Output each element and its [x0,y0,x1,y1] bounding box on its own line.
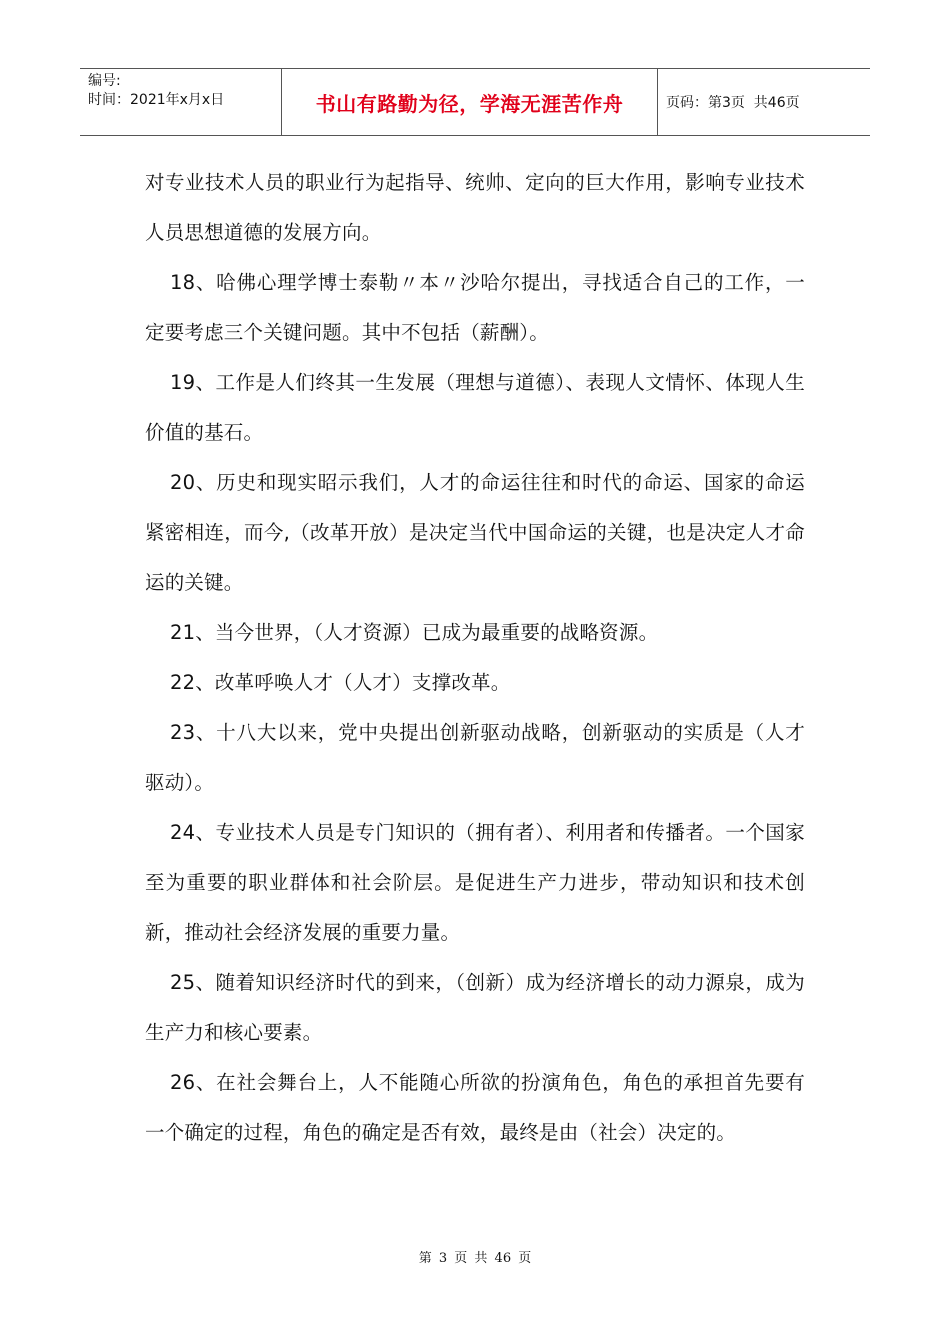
paragraph-item-24: 24、专业技术人员是专门知识的（拥有者）、利用者和传播者。一个国家至为重要的职业群体和社会阶层。是促进生产力进步，带动知识和技术创新，推动社会经济发展的重要力量。 [145,821,805,944]
header-page-info-cell [658,69,870,135]
paragraph-item-20: 20、历史和现实昭示我们，人才的命运往往和时代的命运、国家的命运紧密相连，而今,（改革开放）是决定当代中国命运的关键，也是决定人才命运的关键。 [145,471,805,594]
header-meta-cell [80,69,282,135]
page-footer: 第 3 页 共 46 页 [418,1251,532,1266]
paragraph-item-23: 23、十八大以来，党中央提出创新驱动战略，创新驱动的实质是（人才驱动）。 [145,721,805,794]
paragraph-continuation: 对专业技术人员的职业行为起指导、统帅、定向的巨大作用，影响专业技术人员思想道德的发展方向。 [145,171,805,244]
paragraph-item-19: 19、工作是人们终其一生发展（理想与道德）、表现人文情怀、体现人生价值的基石。 [145,371,805,444]
header-page-info: 页码：第3页 共46页 [666,95,800,111]
paragraph-item-26: 26、在社会舞台上，人不能随心所欲的扮演角色，角色的承担首先要有一个确定的过程，角色的确定是否有效，最终是由（社会）决定的。 [145,1071,805,1144]
paragraph-item-21: 21、当今世界，（人才资源）已成为最重要的战略资源。 [170,621,659,644]
paragraph-item-25: 25、随着知识经济时代的到来，（创新）成为经济增长的动力源泉，成为生产力和核心要素。 [145,971,805,1044]
paragraph-item-18: 18、哈佛心理学博士泰勒〃本〃沙哈尔提出，寻找适合自己的工作，一定要考虑三个关键问题。其中不包括（薪酬）。 [145,271,805,344]
document-time-label: 时间：2021年x月x日 [88,92,225,108]
document-body [145,158,805,1158]
header-motto: 书山有路勤为径，学海无涯苦作舟 [282,69,658,135]
page-header [80,68,870,136]
document-number-label: 编号: [88,73,121,89]
paragraph-item-22: 22、改革呼唤人才（人才）支撑改革。 [170,671,511,694]
